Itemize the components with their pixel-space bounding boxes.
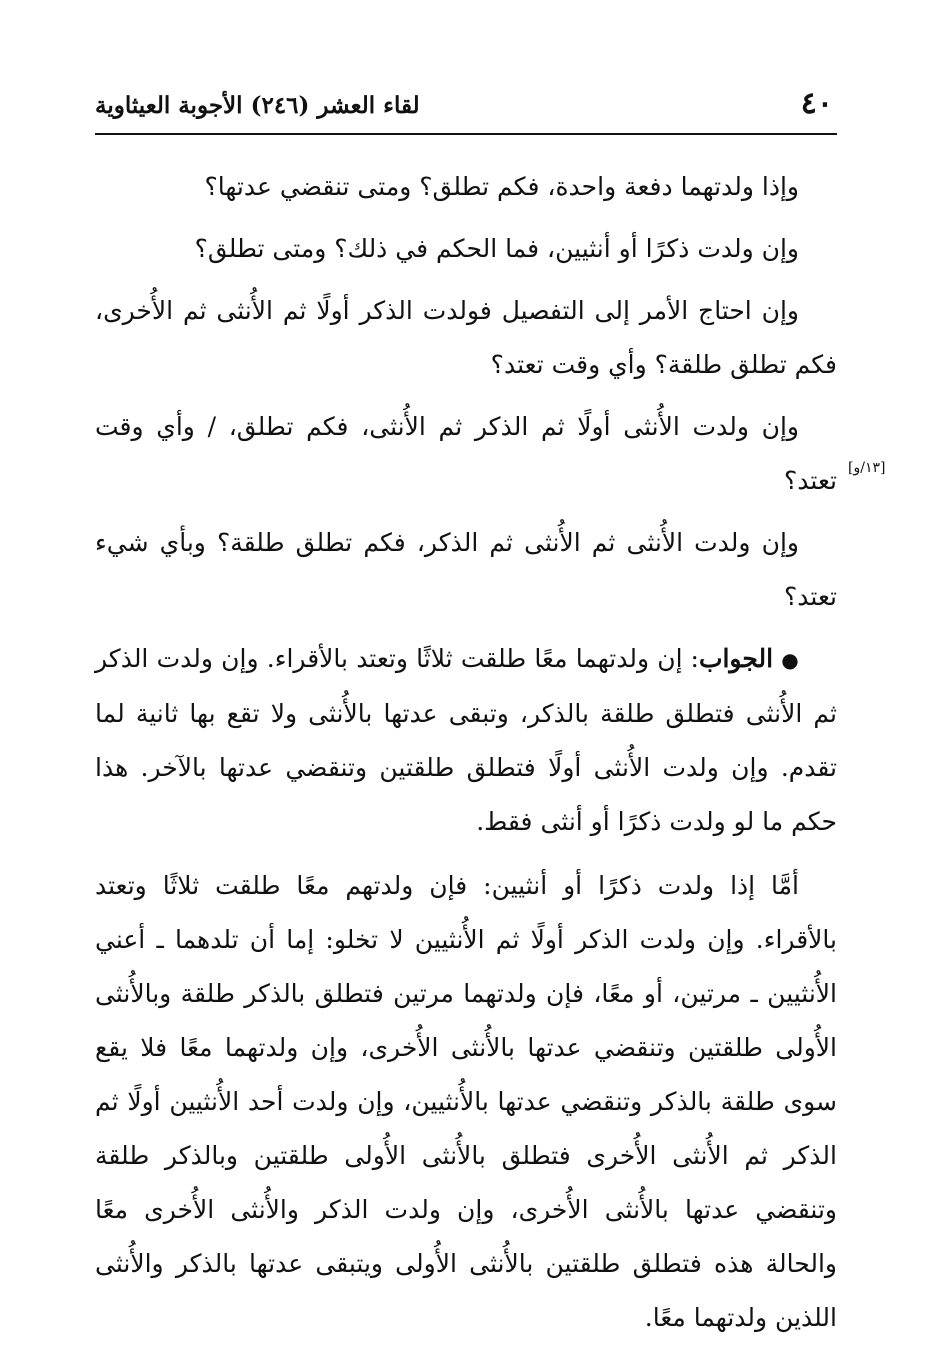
question-paragraph: وإن ولدت الأُنثى أولًا ثم الذكر ثم الأُنثى، فكم تطلق، / وأي وقت تعتد؟ — [95, 412, 837, 495]
running-title: لقاء العشر (٢٤٦) الأجوبة العيثاوية — [95, 92, 420, 119]
question-paragraph: وإن ولدت ذكرًا أو أنثيين، فما الحكم في ذلك؟ ومتى تطلق؟ — [194, 234, 799, 263]
header-divider — [95, 133, 837, 135]
answer-text: : إن ولدتهما معًا طلقت ثلاثًا وتعتد بالأقراء. وإن ولدت الذكر ثم الأُنثى فتطلق طلقة بالذكر، وتبقى عدتها بالأُنثى ولا تقع بها ثانية لما تقدم. وإن ولدت الأُنثى أولًا فتطلق طلقتين وتنقضي عدتها بالآخر. هذا حكم ما لو ولدت ذكرًا أو أنثى فقط. — [95, 644, 837, 836]
question-paragraph: وإن ولدت الأُنثى ثم الأُنثى ثم الذكر، فكم تطلق طلقة؟ وبأي شيء تعتد؟ — [95, 528, 837, 611]
page-header — [95, 82, 833, 132]
bullet-icon: ● — [781, 648, 799, 672]
question-paragraph: وإذا ولدتهما دفعة واحدة، فكم تطلق؟ ومتى تنقضي عدتها؟ — [204, 172, 799, 201]
body-text — [95, 160, 837, 1355]
manuscript-folio-reference: [١٣/و] — [848, 460, 886, 476]
page-number: ٤٠ — [800, 86, 833, 121]
final-paragraph: أمَّا إذا ولدت ذكرًا أو أنثيين: فإن ولدتهم معًا طلقت ثلاثًا وتعتد بالأقراء. وإن ولدت الذكر أولًا ثم الأُنثيين لا تخلو: إما أن تلدهما ـ أعني الأُنثيين ـ مرتين، أو معًا، فإن ولدتهما مرتين فتطلق بالذكر طلقة وبالأُنثى الأُولى طلقتين وتنقضي عدتها بالأُنثى الأُخرى، وإن ولدتهما معًا فلا يقع سوى طلقة بالذكر وتنقضي عدتها بالأُنثيين، وإن ولدت أحد الأُنثيين أولًا ثم الذكر ثم الأُنثى الأُخرى فتطلق بالأُنثى الأُولى طلقتين وبالذكر طلقة وتنقضي عدتها بالأُنثى الأُخرى، وإن ولدت الذكر والأُنثى الأُخرى معًا والحالة هذه فتطلق طلقتين بالأُنثى الأُولى ويتبقى عدتها بالذكر والأُنثى اللذين ولدتهما معًا. — [95, 871, 837, 1332]
answer-label: الجواب — [698, 644, 774, 673]
question-paragraph: وإن احتاج الأمر إلى التفصيل فولدت الذكر أولًا ثم الأُنثى ثم الأُخرى، فكم تطلق طلقة؟ وأي وقت تعتد؟ — [95, 296, 837, 379]
answer-paragraph — [95, 632, 837, 849]
